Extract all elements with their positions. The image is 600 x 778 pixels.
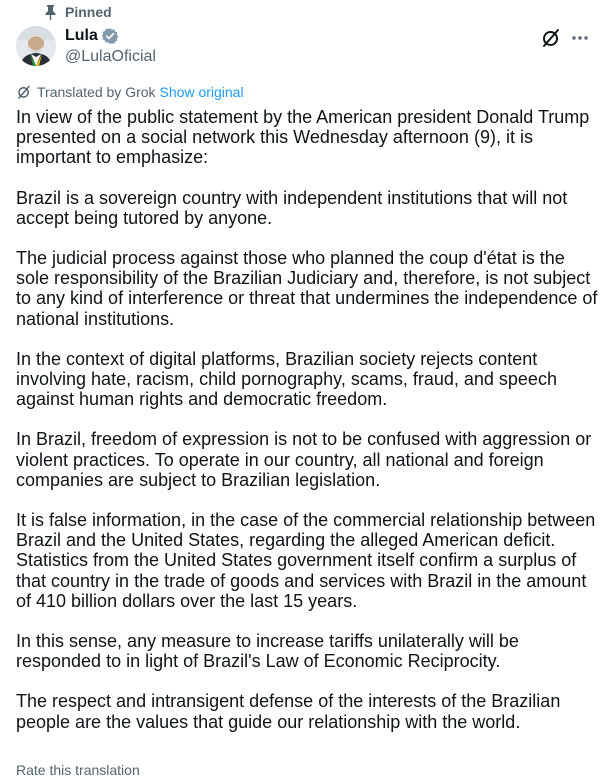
translation-notice xyxy=(16,84,244,100)
rate-translation-link[interactable]: Rate this translation xyxy=(16,762,140,778)
pinned-label: Pinned xyxy=(65,4,112,20)
post-paragraph: In Brazil, freedom of expression is not to be confused with aggression or violent practices. To operate in our country, all national and foreign companies are subject to Brazilian legislation. xyxy=(16,429,592,490)
post-paragraph: It is false information, in the case of the commercial relationship between Brazil and the United States, regarding the alleged American deficit. Statistics from the United States government itself confirm a surplus of that country in the trade of goods and services with Brazil in the amount of 410 billion dollars over the last 15 years. xyxy=(16,510,596,611)
grok-icon[interactable] xyxy=(539,26,563,50)
more-options-icon[interactable] xyxy=(568,26,592,50)
post-paragraph: In this sense, any measure to increase tariffs unilaterally will be responded to in light of Brazil's Law of Economic Reciprocity. xyxy=(16,631,519,672)
pin-icon xyxy=(44,5,57,20)
grok-translate-icon xyxy=(16,84,32,100)
post-paragraph: Brazil is a sovereign country with independent institutions that will not accept being tutored by anyone. xyxy=(16,187,568,228)
post-text xyxy=(16,107,600,752)
post-paragraph: The respect and intransigent defense of the interests of the Brazilian people are the values that guide our relationship with the world. xyxy=(16,691,561,732)
avatar[interactable] xyxy=(16,26,56,66)
author-handle[interactable]: @LulaOficial xyxy=(65,48,156,65)
show-original-link[interactable]: Show original xyxy=(159,84,244,100)
post-paragraph: In the context of digital platforms, Brazilian society rejects content involving hate, racism, child pornography, scams, fraud, and speech against human rights and democratic freedom. xyxy=(16,348,557,410)
pinned-indicator xyxy=(44,4,112,20)
author-name-row[interactable] xyxy=(65,27,119,45)
post-paragraph: The judicial process against those who planned the coup d'état is the sole responsibility of the Brazilian Judiciary and, therefore, is not subject to any kind of interference or threat that undermines the independence of national institutions. xyxy=(16,248,598,329)
author-name[interactable]: Lula xyxy=(65,27,98,44)
translated-by-label: Translated by Grok xyxy=(37,84,156,100)
avatar-portrait xyxy=(16,26,56,66)
post-paragraph: In view of the public statement by the American president Donald Trump presented on a social network this Wednesday afternoon (9), it is important to emphasize: xyxy=(16,107,590,168)
verified-badge-icon xyxy=(101,27,119,45)
